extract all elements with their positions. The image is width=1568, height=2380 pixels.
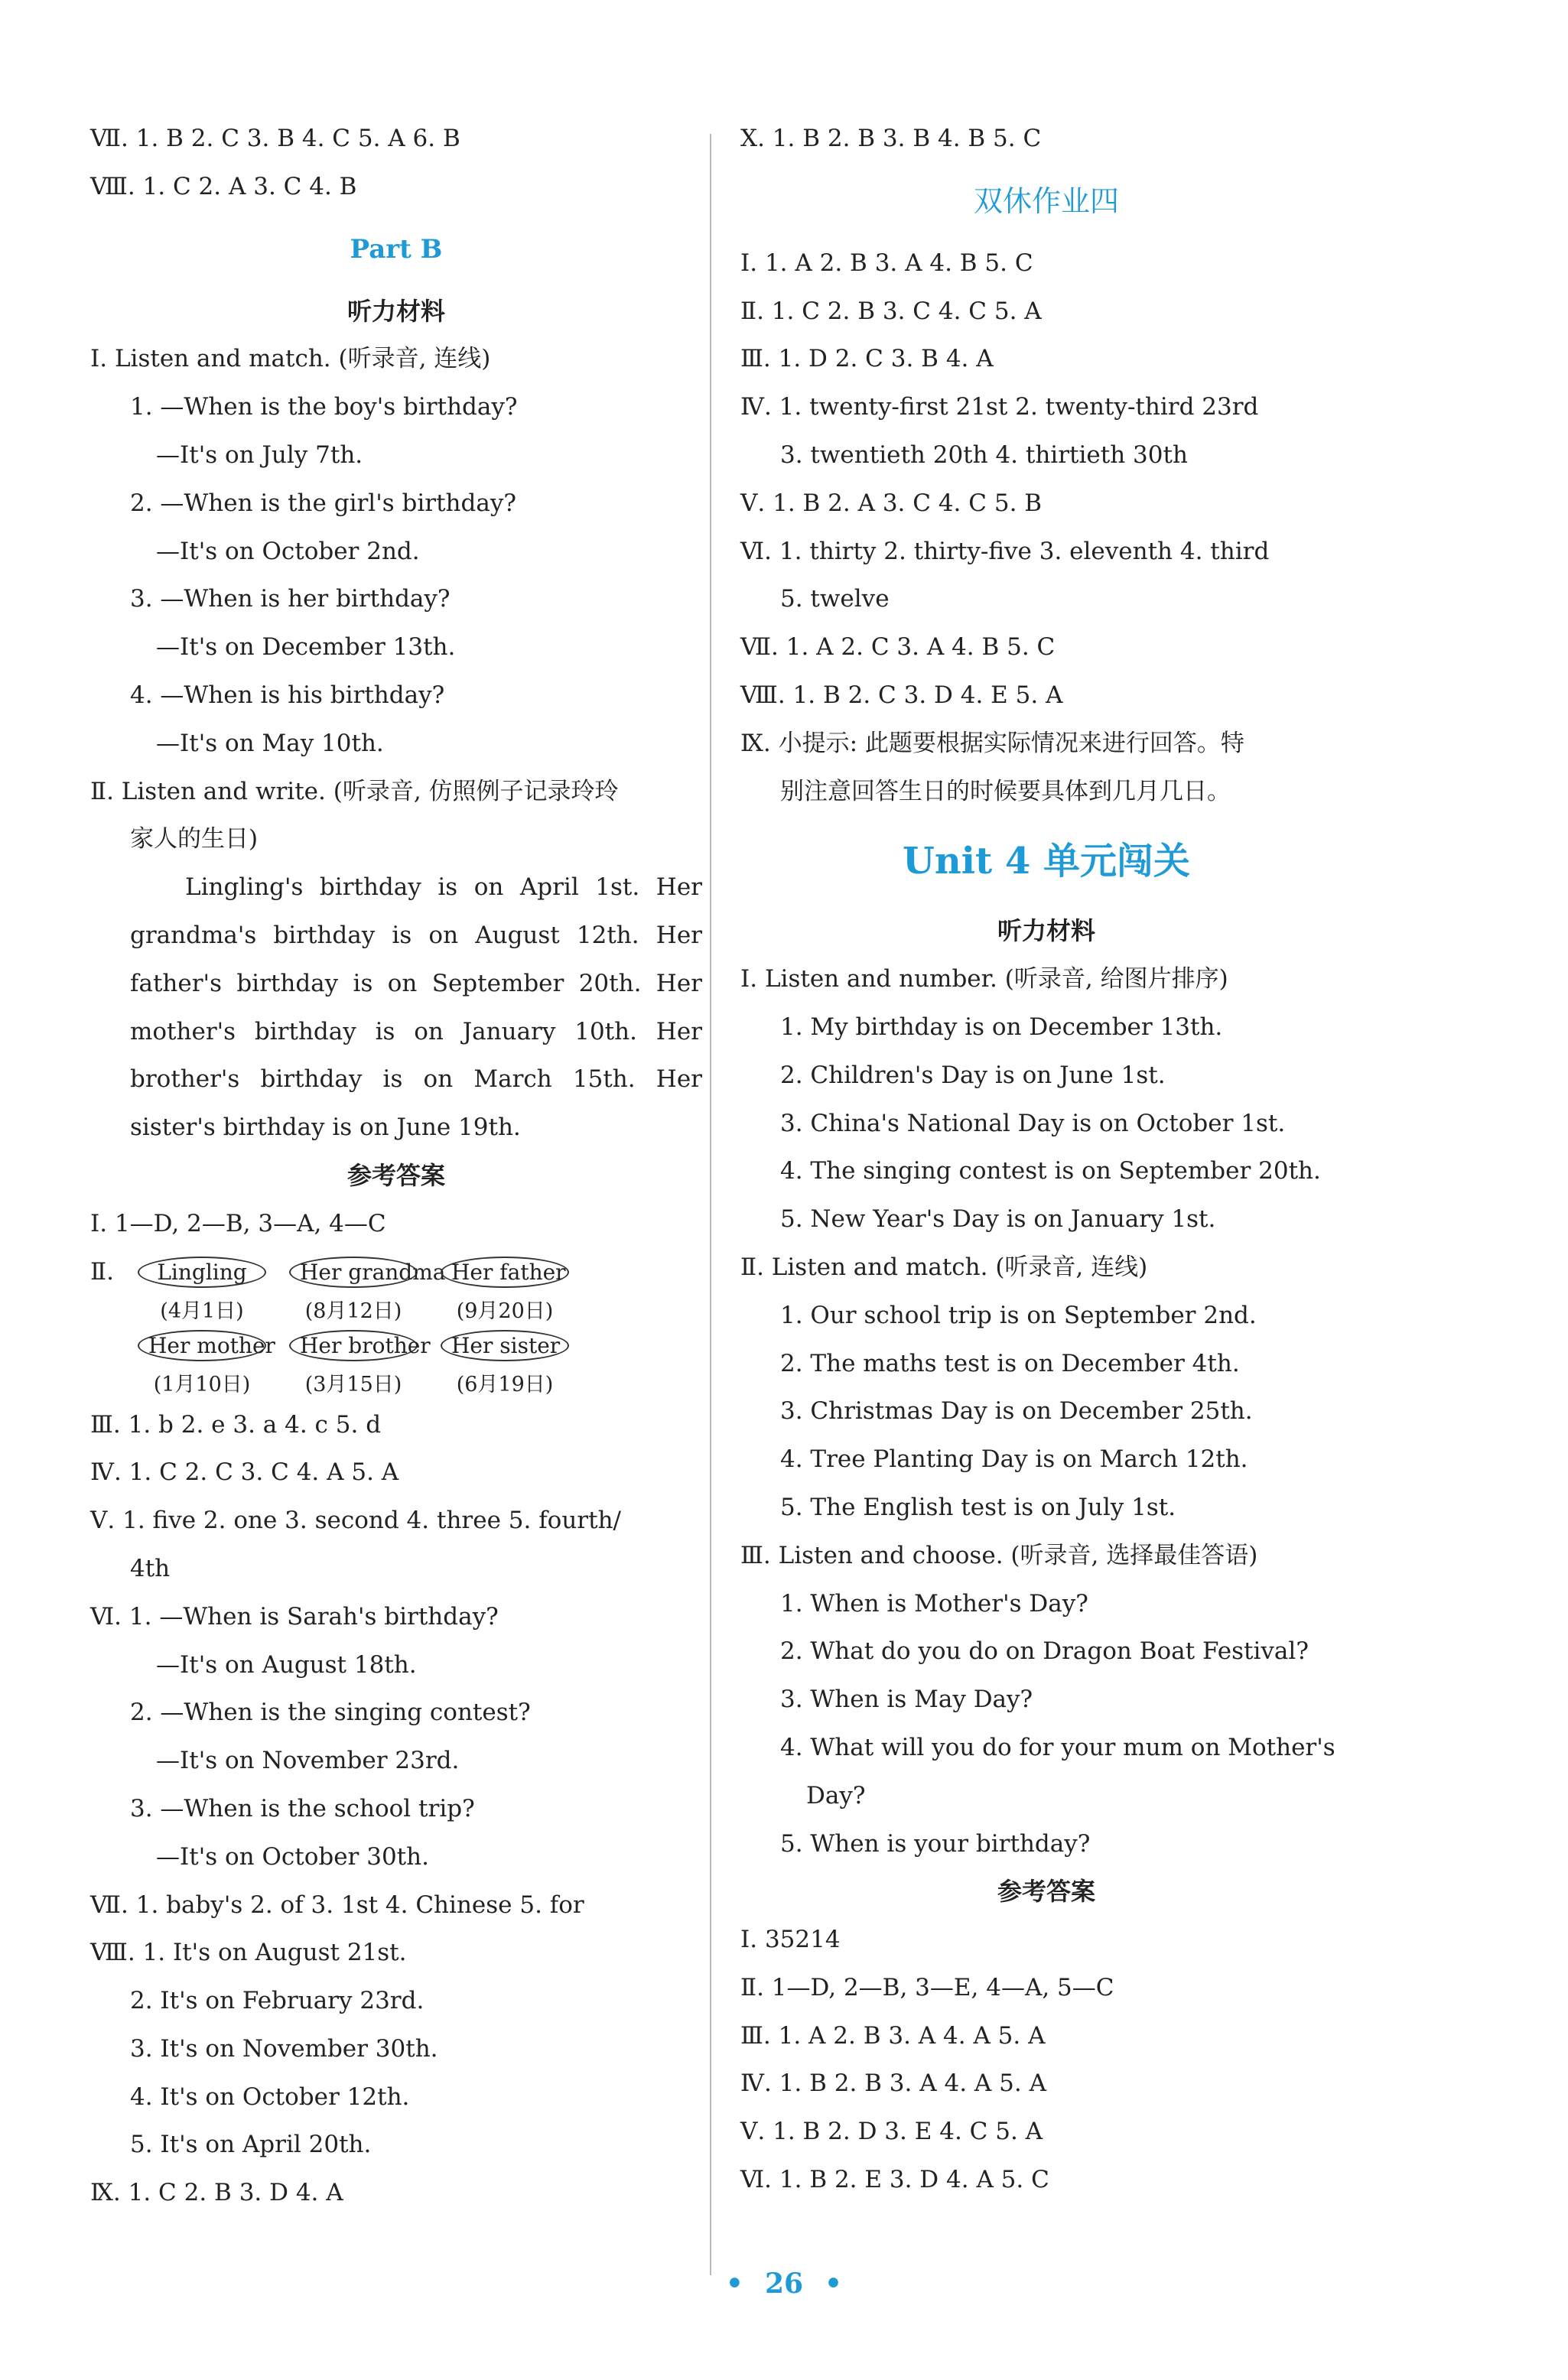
exercise-line: Ⅱ. Listen and match. (听录音, 连线)	[740, 1253, 1148, 1281]
oval-row	[90, 1328, 702, 1364]
date-row	[90, 1291, 702, 1328]
name-oval: Her sister	[441, 1330, 569, 1361]
answer-line: Ⅸ. 1. C 2. B 3. D 4. A	[90, 2179, 343, 2207]
sentence-line: 1. When is Mother's Day?	[780, 1589, 1088, 1618]
date-label: (4月1日)	[160, 1299, 244, 1324]
date-label: (1月10日)	[153, 1373, 251, 1397]
answer-line: Ⅱ. 1—D, 2—B, 3—E, 4—A, 5—C	[740, 1973, 1114, 2001]
dialogue-line: 3. —When is the school trip?	[130, 1794, 475, 1822]
sentence-line: 1. Our school trip is on September 2nd.	[780, 1301, 1257, 1329]
column-divider	[710, 134, 711, 2275]
exercise-line: Ⅲ. Listen and choose. (听录音, 选择最佳答语)	[740, 1541, 1258, 1569]
sentence-line: 4. Tree Planting Day is on March 12th.	[780, 1445, 1248, 1474]
left-column	[90, 115, 702, 2217]
birthday-paragraph: Lingling's birthday is on April 1st. Her grandma's birthday is on August 12th. Her father's birthday is on September 20th. Her mother's birthday is on January 10th. Her brother's birthday is on March 15th. Her sister's birthday is on June 19th.	[130, 873, 702, 1142]
dialogue-line: —It's on August 18th.	[156, 1650, 417, 1679]
listening-material-heading: 听力材料	[997, 916, 1095, 946]
section-heading-weekend-homework: 双休作业四	[973, 184, 1119, 218]
hint-line: Ⅸ. 小提示: 此题要根据实际情况来进行回答。特	[740, 729, 1244, 757]
name-oval: Lingling	[138, 1257, 266, 1288]
answer-line: Ⅹ. 1. B 2. B 3. B 4. B 5. C	[740, 125, 1042, 152]
answer-line: Ⅵ. 1. thirty 2. thirty-five 3. eleventh 4. third	[740, 537, 1270, 565]
sentence-line: 5. The English test is on July 1st.	[780, 1493, 1176, 1521]
date-label: (6月19日)	[456, 1373, 554, 1397]
sentence-line: 3. When is May Day?	[780, 1686, 1033, 1714]
answer-line: 3. It's on November 30th.	[130, 2034, 438, 2063]
answer-line: Ⅳ. 1. twenty-first 21st 2. twenty-third 23rd	[740, 393, 1259, 421]
exercise-line: Ⅰ. Listen and number. (听录音, 给图片排序)	[740, 965, 1228, 993]
answer-line: Ⅷ. 1. C 2. A 3. C 4. B	[90, 172, 357, 200]
answer-line: Ⅳ. 1. C 2. C 3. C 4. A 5. A	[90, 1458, 399, 1487]
dialogue-line: 2. —When is the girl's birthday?	[130, 489, 516, 517]
answer-line: 4th	[130, 1554, 171, 1582]
sentence-line: 3. China's National Day is on October 1st.	[780, 1109, 1286, 1137]
sentence-line: 2. The maths test is on December 4th.	[780, 1349, 1240, 1377]
answer-line: Ⅲ. 1. A 2. B 3. A 4. A 5. A	[740, 2021, 1046, 2050]
sentence-line: 5. When is your birthday?	[780, 1829, 1091, 1858]
date-label: (3月15日)	[304, 1373, 402, 1397]
right-column	[740, 115, 1352, 2204]
dialogue-line: 4. —When is his birthday?	[130, 681, 445, 709]
answer-line: Ⅴ. 1. B 2. A 3. C 4. C 5. B	[740, 489, 1043, 517]
sentence-line: 1. My birthday is on December 13th.	[780, 1013, 1223, 1041]
section-heading-part-b: Part B	[350, 233, 443, 265]
date-label: (9月20日)	[456, 1299, 554, 1324]
exercise-line: Ⅱ. Listen and write. (听录音, 仿照例子记录玲玲	[90, 777, 619, 805]
date-row	[90, 1364, 702, 1401]
answer-line: Ⅶ. 1. B 2. C 3. B 4. C 5. A 6. B	[90, 125, 460, 152]
sentence-line: 4. The singing contest is on September 20th.	[780, 1157, 1321, 1185]
name-oval: Her father	[441, 1257, 569, 1288]
answer-line: Ⅴ. 1. B 2. D 3. E 4. C 5. A	[740, 2118, 1043, 2146]
date-label: (8月12日)	[304, 1299, 402, 1324]
answer-line: 5. It's on April 20th.	[130, 2131, 372, 2159]
answer-line: Ⅰ. 1—D, 2—B, 3—A, 4—C	[90, 1209, 386, 1237]
answer-line: 2. It's on February 23rd.	[130, 1987, 425, 2015]
sentence-line: 3. Christmas Day is on December 25th.	[780, 1397, 1253, 1426]
dialogue-line: —It's on May 10th.	[156, 729, 384, 757]
bullet-icon: •	[725, 2268, 743, 2300]
dialogue-line: 1. —When is the boy's birthday?	[130, 393, 518, 421]
sentence-line: 4. What will you do for your mum on Mother's	[780, 1733, 1335, 1761]
dialogue-line: —It's on October 30th.	[156, 1842, 429, 1871]
answer-line: 4. It's on October 12th.	[130, 2082, 410, 2111]
dialogue-line: —It's on October 2nd.	[156, 537, 420, 565]
name-oval: Her mother	[138, 1330, 266, 1361]
exercise-line: 家人的生日)	[130, 825, 259, 853]
answers-heading: 参考答案	[346, 1160, 445, 1190]
dialogue-line: —It's on July 7th.	[156, 441, 363, 469]
bullet-icon: •	[825, 2268, 843, 2300]
answer-line: Ⅶ. 1. A 2. C 3. A 4. B 5. C	[740, 633, 1056, 662]
dialogue-line: —It's on December 13th.	[156, 633, 456, 662]
answer-line: Ⅰ. 35214	[740, 1926, 841, 1954]
page-footer	[0, 2268, 1568, 2300]
answer-line: Ⅱ. 1. C 2. B 3. C 4. C 5. A	[740, 297, 1042, 325]
answer-line: Ⅳ. 1. B 2. B 3. A 4. A 5. A	[740, 2069, 1046, 2098]
sentence-line: 5. New Year's Day is on January 1st.	[780, 1205, 1216, 1234]
unit-heading: Unit 4 单元闯关	[903, 840, 1190, 883]
answer-line: Ⅲ. 1. D 2. C 3. B 4. A	[740, 345, 994, 373]
answer-line: Ⅶ. 1. baby's 2. of 3. 1st 4. Chinese 5. for	[90, 1891, 584, 1919]
answer-line: Ⅲ. 1. b 2. e 3. a 4. c 5. d	[90, 1410, 382, 1439]
name-oval: Her brother	[289, 1330, 418, 1361]
dialogue-line: 2. —When is the singing contest?	[130, 1699, 531, 1727]
sentence-line: Day?	[806, 1781, 866, 1809]
answer-line: Ⅷ. 1. B 2. C 3. D 4. E 5. A	[740, 681, 1063, 709]
answer-line: Ⅷ. 1. It's on August 21st.	[90, 1939, 407, 1967]
answer-line: Ⅰ. 1. A 2. B 3. A 4. B 5. C	[740, 249, 1033, 277]
sentence-line: 2. What do you do on Dragon Boat Festival?	[780, 1637, 1309, 1666]
listening-material-heading: 听力材料	[346, 296, 445, 326]
exercise-line: Ⅰ. Listen and match. (听录音, 连线)	[90, 345, 491, 373]
dialogue-line: —It's on November 23rd.	[156, 1747, 460, 1775]
dialogue-line: 3. —When is her birthday?	[130, 585, 451, 613]
name-oval: Her grandma	[289, 1257, 418, 1288]
answer-line: Ⅴ. 1. five 2. one 3. second 4. three 5. fourth/	[90, 1507, 621, 1535]
oval-answer-block	[90, 1248, 702, 1401]
hint-line: 别注意回答生日的时候要具体到几月几日。	[780, 777, 1231, 805]
page-number: 26	[764, 2268, 804, 2300]
oval-row	[90, 1248, 702, 1291]
answer-line: 3. twentieth 20th 4. thirtieth 30th	[780, 441, 1188, 469]
answer-line: Ⅵ. 1. B 2. E 3. D 4. A 5. C	[740, 2166, 1049, 2194]
answer-line: 5. twelve	[780, 585, 890, 613]
answer-label: Ⅱ.	[90, 1257, 114, 1286]
sentence-line: 2. Children's Day is on June 1st.	[780, 1061, 1166, 1089]
dialogue-line: Ⅵ. 1. —When is Sarah's birthday?	[90, 1602, 499, 1631]
answers-heading: 参考答案	[997, 1877, 1095, 1907]
